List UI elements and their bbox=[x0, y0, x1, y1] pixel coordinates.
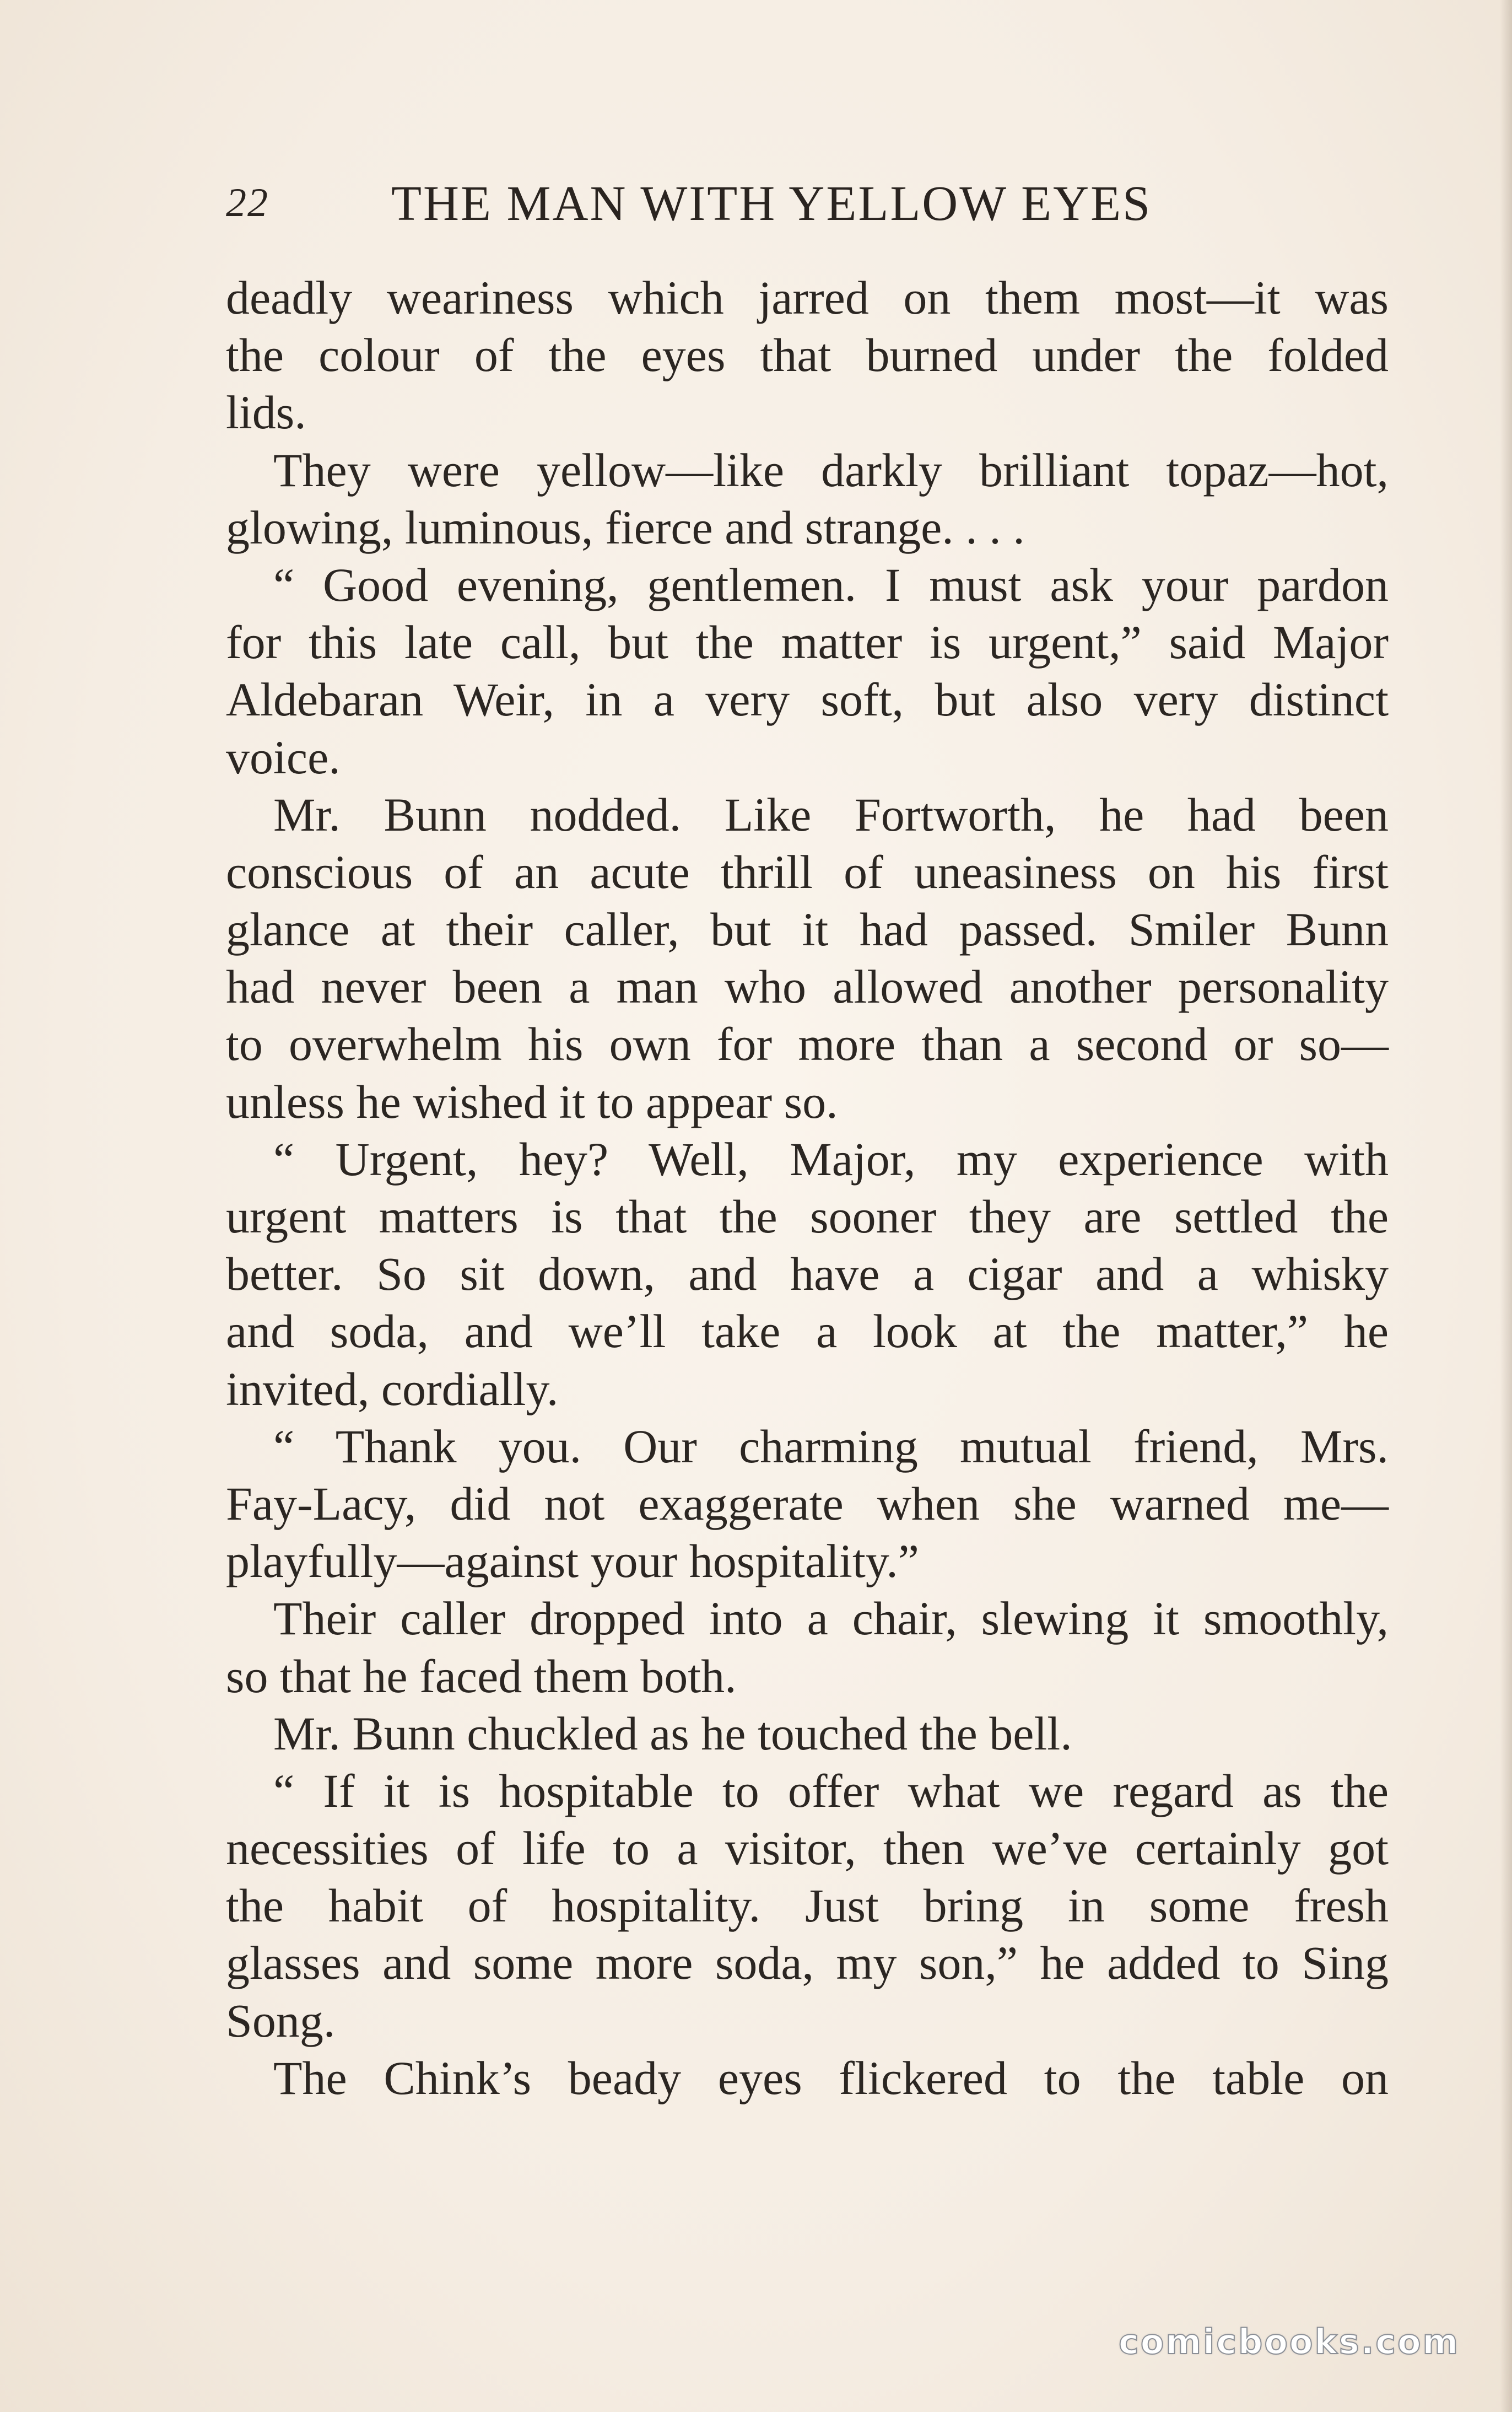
page-number: 22 bbox=[226, 180, 269, 225]
text-line: glasses and some more soda, my son,” he added to Sing bbox=[226, 1936, 1389, 1990]
text-line: Fay-Lacy, did not exaggerate when she warned me— bbox=[226, 1477, 1389, 1530]
text-line: The Chink’s beady eyes flickered to the table on bbox=[273, 2051, 1389, 2104]
text-line: invited, cordially. bbox=[226, 1362, 559, 1415]
text-line: better. So sit down, and have a cigar and a whisky bbox=[226, 1247, 1389, 1301]
text-line: glance at their caller, but it had passed. Smiler Bunn bbox=[226, 903, 1389, 956]
text-line: Song. bbox=[226, 1994, 336, 2047]
text-line: had never been a man who allowed another personality bbox=[226, 960, 1389, 1014]
text-line: so that he faced them both. bbox=[226, 1649, 737, 1703]
text-line: “ Urgent, hey? Well, Major, my experience with bbox=[273, 1132, 1389, 1186]
text-line: unless he wished it to appear so. bbox=[226, 1075, 838, 1128]
page-edge-shadow bbox=[1500, 0, 1512, 2412]
text-line: “ Good evening, gentlemen. I must ask your pardon bbox=[273, 558, 1389, 611]
text-line: playfully—against your hospitality.” bbox=[226, 1535, 919, 1588]
text-line: voice. bbox=[226, 730, 341, 784]
text-line: and soda, and we’ll take a look at the matter,” he bbox=[226, 1305, 1389, 1358]
text-line: Aldebaran Weir, in a very soft, but also very distinct bbox=[226, 673, 1389, 726]
text-line: the colour of the eyes that burned under the folded bbox=[226, 329, 1389, 382]
text-line: for this late call, but the matter is urgent,” said Major bbox=[226, 616, 1389, 669]
text-line: They were yellow—like darkly brilliant topaz—hot, bbox=[273, 443, 1389, 497]
text-line: lids. bbox=[226, 386, 306, 439]
text-line: glowing, luminous, fierce and strange. . . . bbox=[226, 500, 1025, 554]
watermark-logo: comicbooks.com bbox=[1119, 2322, 1460, 2362]
text-line: necessities of life to a visitor, then we’ve certainly got bbox=[226, 1822, 1389, 1875]
text-line: “ If it is hospitable to offer what we regard as the bbox=[273, 1764, 1389, 1817]
running-header bbox=[226, 175, 1234, 241]
text-line: Their caller dropped into a chair, slewing it smoothly, bbox=[273, 1592, 1389, 1645]
running-title: THE MAN WITH YELLOW EYES bbox=[391, 176, 1152, 231]
text-line: Mr. Bunn nodded. Like Fortworth, he had been bbox=[273, 788, 1389, 841]
text-line: to overwhelm his own for more than a second or so— bbox=[226, 1017, 1389, 1071]
text-line: Mr. Bunn chuckled as he touched the bell. bbox=[273, 1706, 1072, 1760]
text-line: “ Thank you. Our charming mutual friend, Mrs. bbox=[273, 1419, 1389, 1473]
text-line: conscious of an acute thrill of uneasiness on his first bbox=[226, 845, 1389, 898]
body-text bbox=[226, 269, 1389, 2107]
text-line: the habit of hospitality. Just bring in some fresh bbox=[226, 1879, 1389, 1932]
text-line: deadly weariness which jarred on them most—it was bbox=[226, 271, 1389, 324]
text-line: urgent matters is that the sooner they are settled the bbox=[226, 1190, 1389, 1243]
